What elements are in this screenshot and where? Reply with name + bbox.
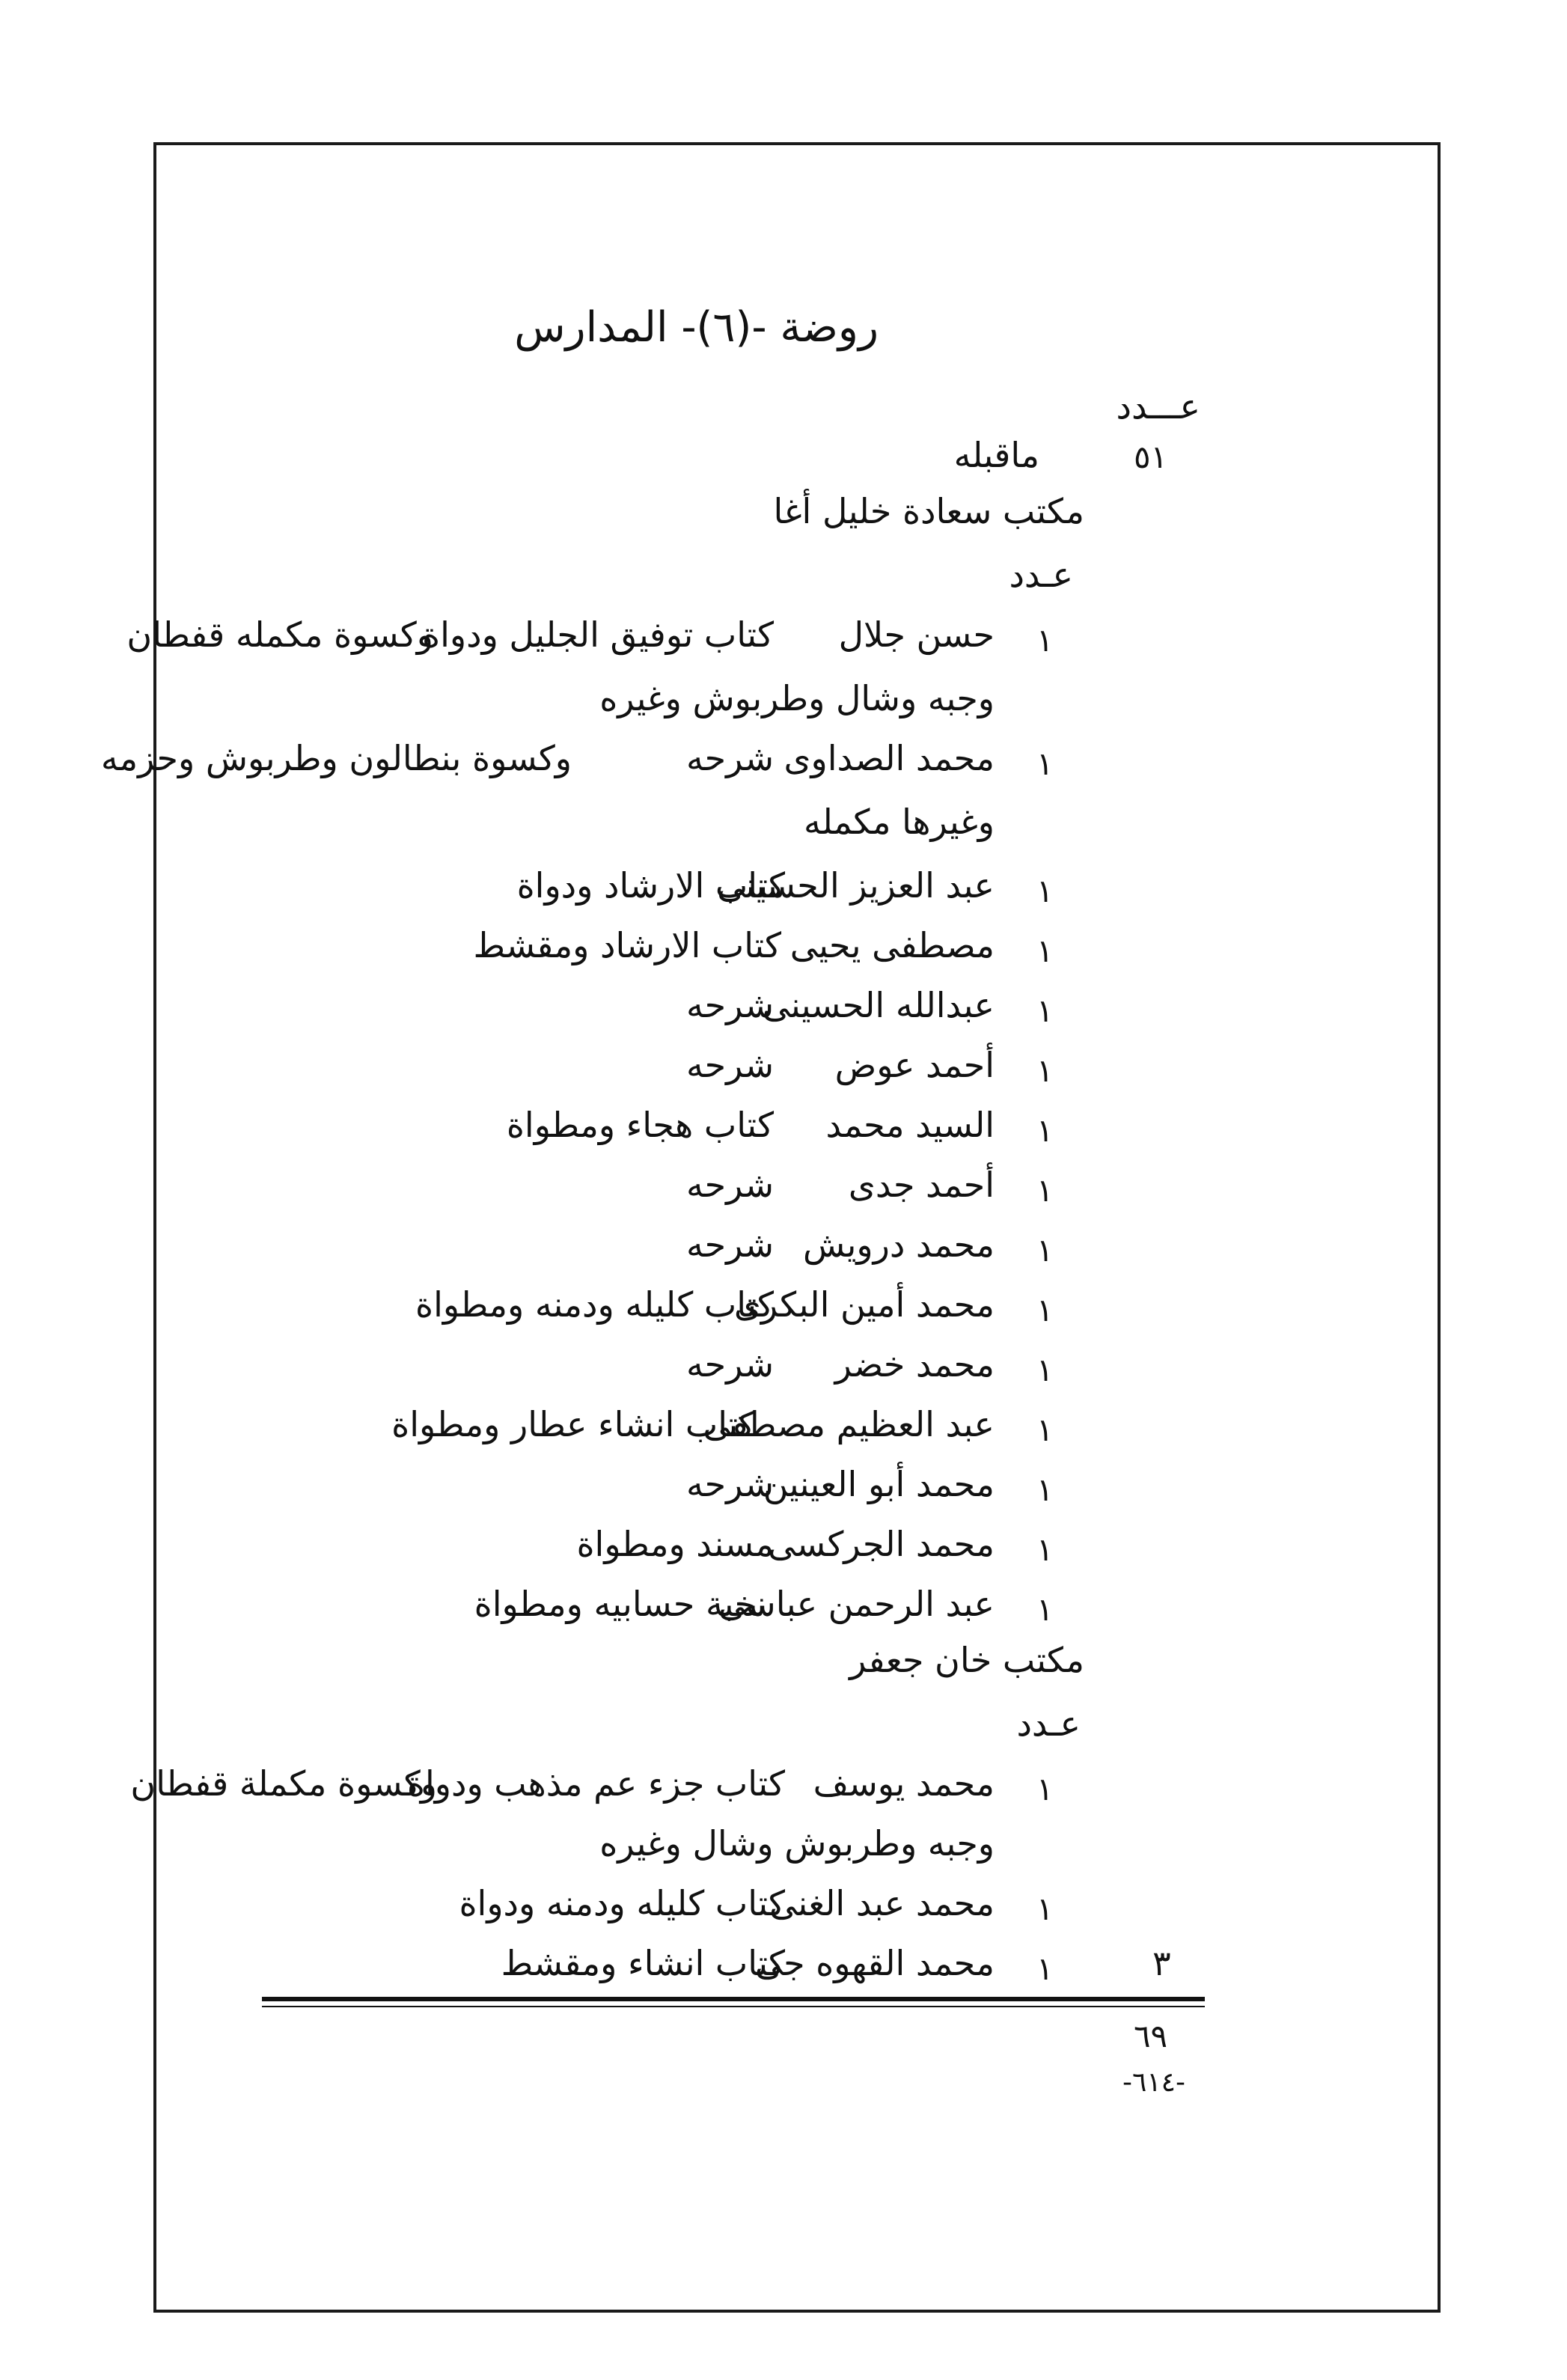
student-name: السيد محمد [825, 1105, 995, 1145]
student-book: كتاب هجاء ومطواة [506, 1105, 774, 1145]
student-book: كتاب جزء عم مذهب ودواة [406, 1763, 785, 1804]
student-name: أحمد جدى [848, 1165, 995, 1205]
row-count: ١ [1036, 1531, 1054, 1568]
student-clothing-cont: وجبه وطربوش وشال وغيره [599, 1823, 995, 1864]
school-name: مكتب سعادة خليل أغا [773, 491, 1084, 531]
total-rule-thin [262, 2006, 1205, 2007]
row-count: ١ [1036, 1891, 1054, 1927]
student-name: محمد الجركسى [768, 1524, 995, 1564]
row-count: ١ [1036, 1292, 1054, 1328]
student-book: مسند ومطواة [576, 1524, 774, 1564]
student-name: محمد القهوه جى [754, 1943, 995, 1983]
student-name: مصطفى يحيى [789, 925, 995, 965]
student-clothing: وكسوة مكملة قفطان [130, 1763, 437, 1804]
student-name: محمد عبد الغنى [769, 1883, 995, 1923]
student-book: نخبة حسابيه ومطواة [474, 1584, 766, 1624]
row-count: ١ [1036, 1771, 1054, 1807]
student-book: كتاب الارشاد ومقشط [473, 925, 781, 965]
page-number: -٦١٤- [1122, 2067, 1186, 2098]
row-count: ١ [1036, 1412, 1054, 1448]
student-book: شرحه [685, 985, 774, 1025]
student-clothing: وكسوة مكمله قفطان [126, 614, 433, 655]
student-name: محمد أبو العينين [763, 1464, 995, 1504]
count-header: عـدد [1009, 555, 1073, 595]
student-book: شرحه [685, 1344, 774, 1385]
row-count: ١ [1036, 745, 1054, 782]
grand-total: ٦٩ [1134, 2018, 1168, 2054]
row-count: ١ [1036, 1352, 1054, 1388]
student-name: محمد أمين البكرى [733, 1284, 995, 1325]
subtotal: ٣ [1152, 1943, 1171, 1983]
row-count: ١ [1036, 1950, 1054, 1987]
count-header: عـــدد [1116, 386, 1200, 427]
student-book: كتاب انشاء عطار ومطواة [391, 1404, 755, 1444]
student-name: عبد العظيم مصطفى [703, 1404, 995, 1444]
row-count: ١ [1036, 1471, 1054, 1508]
student-book: كتاب انشاء ومقشط [501, 1943, 785, 1983]
student-clothing-cont: وجبه وشال وطربوش وغيره [599, 678, 995, 718]
student-book: كتاب الارشاد ودواة [516, 865, 785, 906]
page-border [153, 142, 1441, 2313]
total-rule [262, 1997, 1205, 2001]
student-book: شرحه [685, 1464, 774, 1504]
student-book: كتاب توفيق الجليل ودواة [422, 614, 774, 655]
school-name: مكتب خان جعفر [849, 1640, 1084, 1680]
page-title: روضة -(٦)- المدارس [514, 303, 879, 352]
row-count: ١ [1036, 873, 1054, 909]
student-name: محمد يوسف [813, 1763, 995, 1804]
student-book: كتاب كليله ودمنه ومطواة [415, 1284, 774, 1325]
row-count: ١ [1036, 1232, 1054, 1269]
student-name: محمد الصداوى [784, 738, 995, 778]
previous-label: ماقبله [953, 435, 1039, 475]
student-book: شرحه [685, 1224, 774, 1265]
student-name: محمد درويش [802, 1224, 995, 1265]
student-name: محمد خضر [834, 1344, 995, 1385]
student-book: كتاب كليله ودمنه ودواة [459, 1883, 785, 1923]
row-count: ١ [1036, 622, 1054, 659]
row-count: ١ [1036, 1112, 1054, 1149]
previous-count: ٥١ [1134, 439, 1168, 475]
row-count: ١ [1036, 1052, 1054, 1089]
student-clothing-cont: وغيرها مكمله [804, 802, 995, 842]
row-count: ١ [1036, 933, 1054, 969]
student-clothing: وكسوة بنطالون وطربوش وحزمه [100, 738, 572, 778]
student-book: شرحه [685, 1045, 774, 1085]
student-name: أحمد عوض [834, 1045, 995, 1085]
row-count: ١ [1036, 992, 1054, 1029]
count-header: عـدد [1016, 1703, 1081, 1744]
student-book: شرحه [685, 738, 774, 778]
student-book: شرحه [685, 1165, 774, 1205]
row-count: ١ [1036, 1591, 1054, 1628]
student-name: عبدالله الحسينى [762, 985, 995, 1025]
student-name: حسن جلال [838, 614, 995, 655]
student-name: عبد العزيز الحسينى [717, 865, 995, 906]
student-name: عبد الرحمن عباسى [718, 1584, 995, 1624]
row-count: ١ [1036, 1172, 1054, 1209]
